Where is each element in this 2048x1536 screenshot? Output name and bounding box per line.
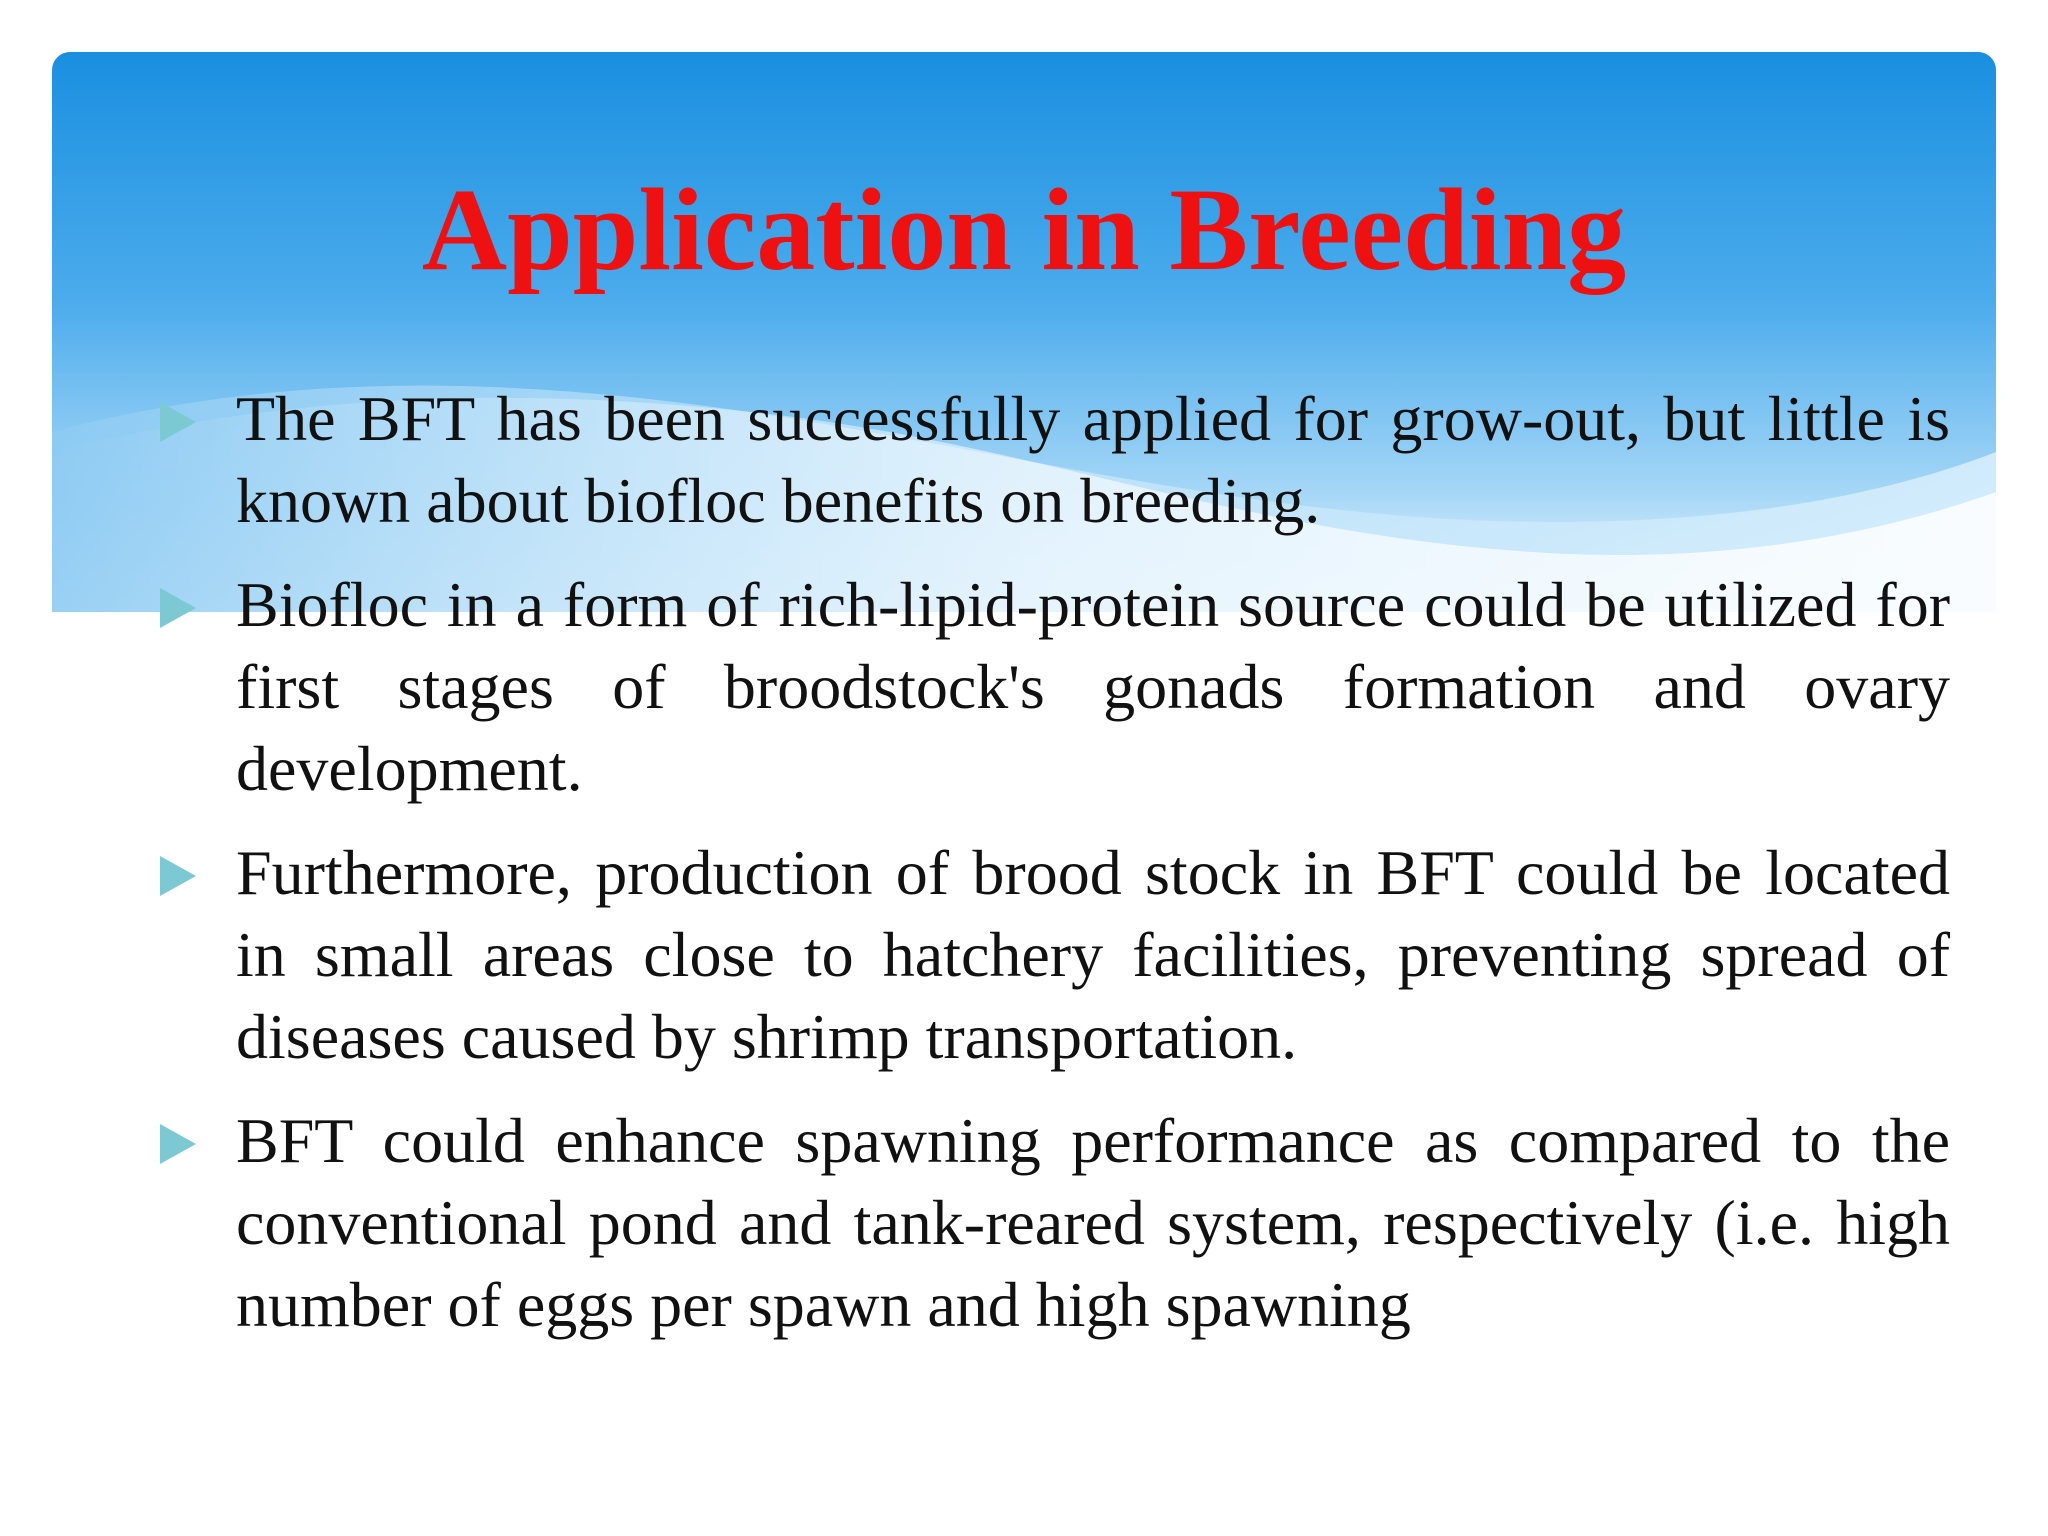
triangle-bullet-icon xyxy=(160,1124,196,1164)
bullet-item xyxy=(160,564,1950,810)
triangle-bullet-icon xyxy=(160,588,196,628)
bullet-item xyxy=(160,1100,1950,1346)
bullet-text: Biofloc in a form of rich-lipid-protein source could be utilized for first stages of broodstock's gonads formation and ovary development. xyxy=(236,569,1950,804)
slide-title: Application in Breeding xyxy=(421,164,1627,295)
bullet-text: The BFT has been successfully applied for grow-out, but little is known about biofloc benefits on breeding. xyxy=(236,383,1950,536)
bullet-list xyxy=(160,378,1950,1368)
bullet-text: BFT could enhance spawning performance as compared to the conventional pond and tank-reared system, respectively (i.e. high number of eggs per spawn and high spawning xyxy=(236,1105,1950,1340)
bullet-item xyxy=(160,832,1950,1078)
bullet-text: Furthermore, production of brood stock in BFT could be located in small areas close to hatchery facilities, preventing spread of diseases caused by shrimp transportation. xyxy=(236,837,1950,1072)
bullet-item xyxy=(160,378,1950,542)
triangle-bullet-icon xyxy=(160,402,196,442)
triangle-bullet-icon xyxy=(160,856,196,896)
